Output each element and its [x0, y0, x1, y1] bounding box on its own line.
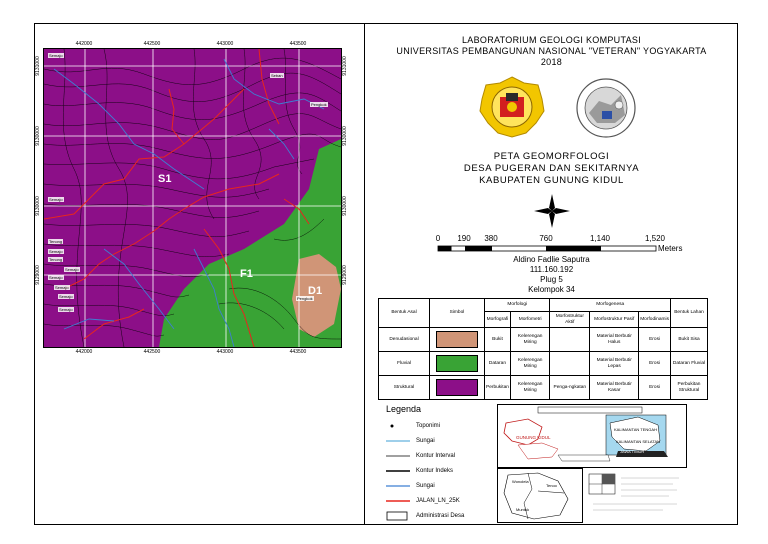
row-morfometri: Kelerengan Miring — [510, 376, 549, 400]
author-name: Aldino Fadlie Saputra — [513, 255, 590, 264]
header-bentuk-lahan: Bentuk Lahan — [671, 299, 708, 328]
author-plug: Plug 5 — [540, 275, 563, 284]
row-symbol — [430, 352, 485, 376]
header-morfometri: Morfometri — [510, 312, 549, 328]
fluvial-swatch — [436, 355, 478, 372]
row-morfometri: Kelerengan Miring — [510, 352, 549, 376]
legend-title: Legenda — [386, 404, 422, 414]
row-aktif: Penga-ngkatan — [550, 376, 590, 400]
top-tick: 442000 — [75, 41, 93, 47]
university-logo — [478, 75, 546, 139]
legend-item-admin — [386, 511, 464, 521]
bottom-tick: 442500 — [143, 349, 161, 355]
row-lahan: Perbukitan Struktural — [671, 376, 708, 400]
road-line-icon — [386, 496, 410, 506]
place-label: Semajo — [49, 53, 63, 58]
place-label: Pengkok — [297, 296, 313, 301]
inset-village-map — [497, 468, 583, 523]
row-dinamis: Erosi — [639, 328, 671, 352]
header-morfostruktur-aktif: Morfostruktur Aktif — [550, 312, 590, 328]
inset-index-canvas — [583, 468, 685, 521]
scale-label: 1,520 — [644, 234, 666, 243]
row-asal: Denudasional — [379, 328, 430, 352]
row-symbol — [430, 328, 485, 352]
boundary-box-icon — [386, 511, 410, 521]
top-tick: 443500 — [289, 41, 307, 47]
inset-label: GUNUNG KIDUL — [516, 435, 551, 440]
legend-item-sungai — [386, 436, 435, 446]
row-morfografi: Dataran — [485, 352, 511, 376]
structural-swatch — [436, 379, 478, 396]
north-arrow-icon — [530, 192, 574, 230]
unit-label-s1: S1 — [158, 173, 172, 185]
table-row — [379, 352, 708, 376]
row-pasif: Material Berbutir Lepas — [590, 352, 639, 376]
header-bentuk-asal: Bentuk Asal — [379, 299, 430, 328]
contour-line-icon — [386, 451, 410, 461]
legend-label: Kontur Indeks — [416, 468, 454, 474]
header-morfostruktur-pasif: Morfostruktur Pasif — [590, 312, 639, 328]
row-dinamis: Erosi — [639, 376, 671, 400]
inset-label: KALIMANTAN TENGAH — [614, 427, 657, 432]
legend-label: JALAN_LN_25K — [416, 498, 460, 504]
place-label: Semajo — [59, 294, 73, 299]
place-label: Semajo — [49, 275, 63, 280]
place-label: Tenong — [49, 257, 63, 262]
bottom-tick: 443500 — [289, 349, 307, 355]
place-label: Pengkok — [311, 102, 327, 107]
header-morfodinamis: Morfodinamis — [639, 312, 671, 328]
row-asal: Struktural — [379, 376, 430, 400]
row-lahan: Dataran Fluvial — [671, 352, 708, 376]
scale-label: 380 — [484, 234, 498, 243]
river-line-icon — [386, 481, 410, 491]
left-tick: 9130000 — [35, 126, 41, 146]
right-tick: 9130000 — [342, 126, 348, 146]
map-canvas — [44, 49, 341, 347]
right-tick: 9131000 — [342, 56, 348, 76]
row-dinamis: Erosi — [639, 352, 671, 376]
row-pasif: Material Berbutir Halus — [590, 328, 639, 352]
inset-village-canvas — [498, 469, 582, 522]
right-tick: 9130000 — [342, 196, 348, 216]
left-tick: 9130000 — [35, 196, 41, 216]
row-aktif — [550, 328, 590, 352]
place-label: Semajo — [59, 307, 73, 312]
scale-unit: Meters — [658, 244, 683, 253]
legend-label: Sungai — [416, 438, 435, 444]
author-nim: 111.160.192 — [529, 265, 574, 274]
table-row — [379, 376, 708, 400]
row-aktif — [550, 352, 590, 376]
year: 2018 — [540, 57, 563, 67]
inset-label: Muntuk — [516, 507, 530, 512]
place-label: Semajo — [65, 267, 79, 272]
legend-item-toponimi — [386, 421, 440, 431]
scale-label: 190 — [457, 234, 471, 243]
author-group: Kelompok 34 — [528, 285, 575, 294]
scale-label: 0 — [435, 234, 441, 243]
header-simbol: Simbol — [430, 299, 485, 328]
right-tick: 9129000 — [342, 265, 348, 285]
lab-name: LABORATORIUM GEOLOGI KOMPUTASI — [461, 35, 642, 45]
inset-index-map — [583, 468, 685, 521]
row-asal: Fluvial — [379, 352, 430, 376]
legend-item-contour-interval — [386, 451, 455, 461]
scale-label: 760 — [539, 234, 553, 243]
bottom-tick: 442000 — [75, 349, 93, 355]
inset-location-map — [497, 404, 687, 468]
map-title-line3: KABUPATEN GUNUNG KIDUL — [479, 175, 624, 186]
legend-item-road — [386, 496, 460, 506]
scale-label: 1,140 — [589, 234, 611, 243]
legend-label: Kontur Interval — [416, 453, 456, 459]
inset-label: KALIMANTAN SELATAN — [616, 439, 661, 444]
dot-icon — [386, 421, 410, 431]
inset-label: JAWA TIMUR — [620, 449, 645, 454]
header-morfografi: Morfografi — [485, 312, 511, 328]
university-name: UNIVERSITAS PEMBANGUNAN NASIONAL "VETERAN" YOGYAKARTA — [396, 46, 707, 56]
legend-label: Sungai — [416, 483, 435, 489]
geomorphology-legend-table — [378, 298, 708, 400]
legend-label: Administrasi Desa — [416, 513, 465, 519]
row-morfografi: Perbukitan — [485, 376, 511, 400]
top-tick: 443000 — [216, 41, 234, 47]
index-contour-icon — [386, 466, 410, 476]
map-title-line1: PETA GEOMORFOLOGI — [493, 151, 610, 162]
unit-label-f1: F1 — [240, 268, 253, 280]
header-morfogenesa: Morfogenesa — [550, 299, 671, 312]
inset-label: Tenoo — [546, 483, 557, 488]
place-label: Seban — [271, 73, 283, 78]
lab-logo — [575, 77, 637, 139]
bottom-tick: 443000 — [216, 349, 234, 355]
legend-item-sungai-2 — [386, 481, 435, 491]
map-title-line2: DESA PUGERAN DAN SEKITARNYA — [463, 163, 640, 174]
place-label: Semajo — [49, 249, 63, 254]
place-label: Semajo — [55, 285, 69, 290]
top-tick: 442500 — [143, 41, 161, 47]
legend-item-contour-index — [386, 466, 453, 476]
row-pasif: Material Berbutir Kasar — [590, 376, 639, 400]
row-lahan: Bukit Sisa — [671, 328, 708, 352]
inset-label: Wonolela — [512, 479, 529, 484]
unit-label-d1: D1 — [308, 285, 323, 297]
row-symbol — [430, 376, 485, 400]
denudational-swatch — [436, 331, 478, 348]
legend-label: Toponimi — [416, 423, 441, 429]
row-morfografi: Bukit — [485, 328, 511, 352]
table-row — [379, 328, 708, 352]
geomorphology-map[interactable] — [43, 48, 342, 348]
header-morfologi: Morfologi — [485, 299, 550, 312]
place-label: Semajo — [49, 197, 63, 202]
left-tick: 9129000 — [35, 265, 41, 285]
scale-bar — [436, 244, 658, 254]
row-morfometri: Kelerengan Miring — [510, 328, 549, 352]
river-line-icon — [386, 436, 410, 446]
left-tick: 9131000 — [35, 56, 41, 76]
place-label: Tenong — [49, 239, 63, 244]
